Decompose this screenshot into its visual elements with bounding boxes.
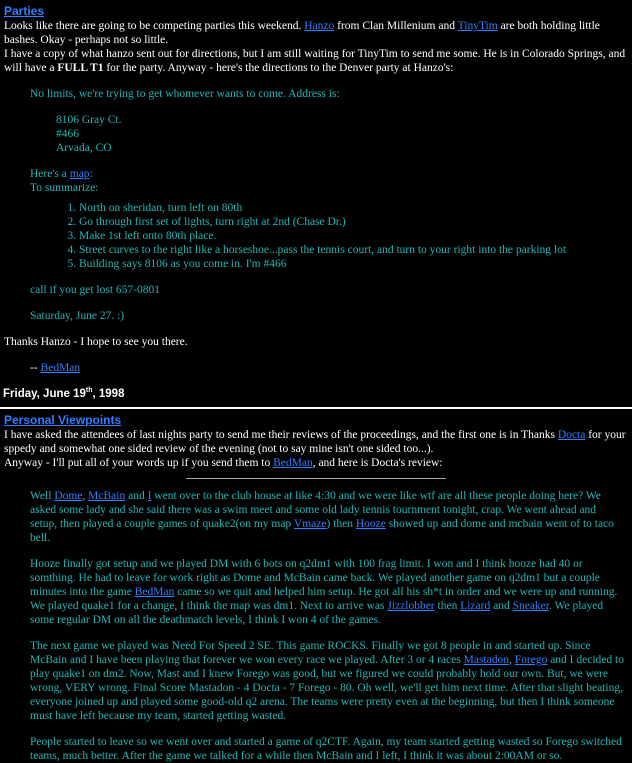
- mastadon-link[interactable]: Mastadon: [463, 654, 509, 666]
- list-item: 4. Street curves to the right like a horseshoe...pass the tennis court, and turn to your right into the parking lot: [79, 243, 628, 257]
- quote-intro: No limits, we're trying to get whomever wants to come. Address is:: [30, 88, 340, 100]
- bedman-link[interactable]: BedMan: [40, 362, 81, 374]
- bedman-link[interactable]: BedMan: [134, 586, 175, 598]
- tinytim-link[interactable]: TinyTim: [457, 20, 498, 32]
- call-line: call if you get lost 657-0801: [30, 284, 160, 296]
- jizzlobber-link[interactable]: Jizzlobber: [387, 600, 435, 612]
- review-paragraph: Hooze finally got setup and we played DM with 6 bots on q2dm1 with 100 frag limit. I won and I think hooze had 40 or somthing. He had to leave for work right as Dome and McBain came back. We played another game on q2dm1 but a couple minutes into the game BedMan came so we quit and helped him setup. He got all his sh*t in order and we were up and running. We played quake1 for a change, I think the map was dm1. Next to arrive was Jizzlobber then Lizard and Sneaker. We played some regular DM on all the deathmatch levels, I think I won 4 of the games.: [30, 558, 618, 626]
- review-paragraph: The next game we played was Need For Speed 2 SE. This game ROCKS. Finally we got 8 people in and started up. Since McBain and I have been playing that forever we won every race we played. After 3 or 4 races Mastadon, Forego and I decided to play quake1 on dm2. Now, Mast and I knew Forego was good, but we figured we could probably hold our own. But, we were wrong, VERY wrong. Final Score Mastadon - 4 Docta - 7 Forego - 80. Oh well, we'll get him next time. After that slight beating, everyone joined up and played some good-old q2 arena. The teams were pretty even at the beginning, but then I think someone must have left because my team, started getting wasted.: [30, 640, 624, 722]
- review-divider: [186, 478, 446, 479]
- summarize-label: To summarize:: [30, 182, 99, 194]
- date-header: Friday, June 19th, 1998: [3, 387, 125, 400]
- signature: -- BedMan: [30, 362, 81, 374]
- forego-link[interactable]: Forego: [514, 654, 548, 666]
- hanzo-directions-quote: [30, 87, 628, 323]
- list-item: 5. Building says 8106 as you come in. I'm #466: [79, 257, 628, 271]
- viewpoints-heading: Personal Viewpoints: [4, 413, 122, 427]
- address-block: 8106 Gray Ct. #466 Arvada, CO: [56, 114, 122, 154]
- docta-self-link[interactable]: I: [147, 490, 152, 502]
- docta-review: [30, 489, 628, 763]
- dome-link[interactable]: Dome: [54, 490, 83, 502]
- hanzo-link[interactable]: Hanzo: [304, 20, 335, 32]
- thanks-line: Thanks Hanzo - I hope to see you there.: [4, 336, 188, 348]
- list-item: 2. Go through first set of lights, turn right at 2nd (Chase Dr.): [79, 215, 628, 229]
- sneaker-link[interactable]: Sneaker: [512, 600, 549, 612]
- map-link[interactable]: map: [69, 168, 90, 180]
- hooze-link[interactable]: Hooze: [355, 518, 386, 530]
- bedman-link[interactable]: BedMan: [273, 457, 313, 469]
- review-paragraph: Well Dome, McBain and I went over to the club house at like 4:30 and we were like wtf are all these people doing here? We asked some lady and she said there was a swim meet and some old lady tennis tournment tonight, crap. We went ahead and setup, then played a couple games of quake2(on my map Vmaze) then Hooze showed up and dome and mcbain went of to taco bell.: [30, 490, 614, 544]
- parties-intro: Looks like there are going to be competing parties this weekend. Hanzo from Clan Millenium and TinyTim are both holding little bashes. Okay - perhaps not so little. I have a copy of what hanzo sent out for directions, but I am still waiting for TinyTim to send me some. He is in Colorado Springs, and will have a FULL T1 for the party. Anyway - here's the directions to the Denver party at Hanzo's:: [4, 20, 626, 74]
- directions-list: [30, 201, 628, 271]
- list-item: 3. Make 1st left onto 80th place.: [79, 229, 628, 243]
- parties-heading: Parties: [4, 4, 45, 18]
- list-item: 1. North on sheridan, turn left on 80th: [79, 201, 628, 215]
- lizard-link[interactable]: Lizard: [460, 600, 491, 612]
- party-date: Saturday, June 27. :): [30, 310, 125, 322]
- review-paragraph: People started to leave so we went over and started a game of q2CTF. Again, my team started getting wasted so Forego switched teams, much better. After the game we talked for a while then McBain and I left, I think it was about 2:00AM or so.: [30, 736, 622, 762]
- viewpoints-intro: I have asked the attendees of last nights party to send me their reviews of the proceedings, and the first one is in Thanks Docta for your sppedy and somewhat one sided review of the evening (not to say mine isn't one sided too...). Anyway - I'll put all of your words up if you send them to BedMan, and here is Docta's review:: [4, 429, 626, 469]
- docta-link[interactable]: Docta: [557, 429, 586, 441]
- map-line: Here's a map:: [30, 168, 93, 180]
- divider: [0, 407, 632, 409]
- vmaze-link[interactable]: Vmaze: [293, 518, 327, 530]
- mcbain-link[interactable]: McBain: [88, 490, 126, 502]
